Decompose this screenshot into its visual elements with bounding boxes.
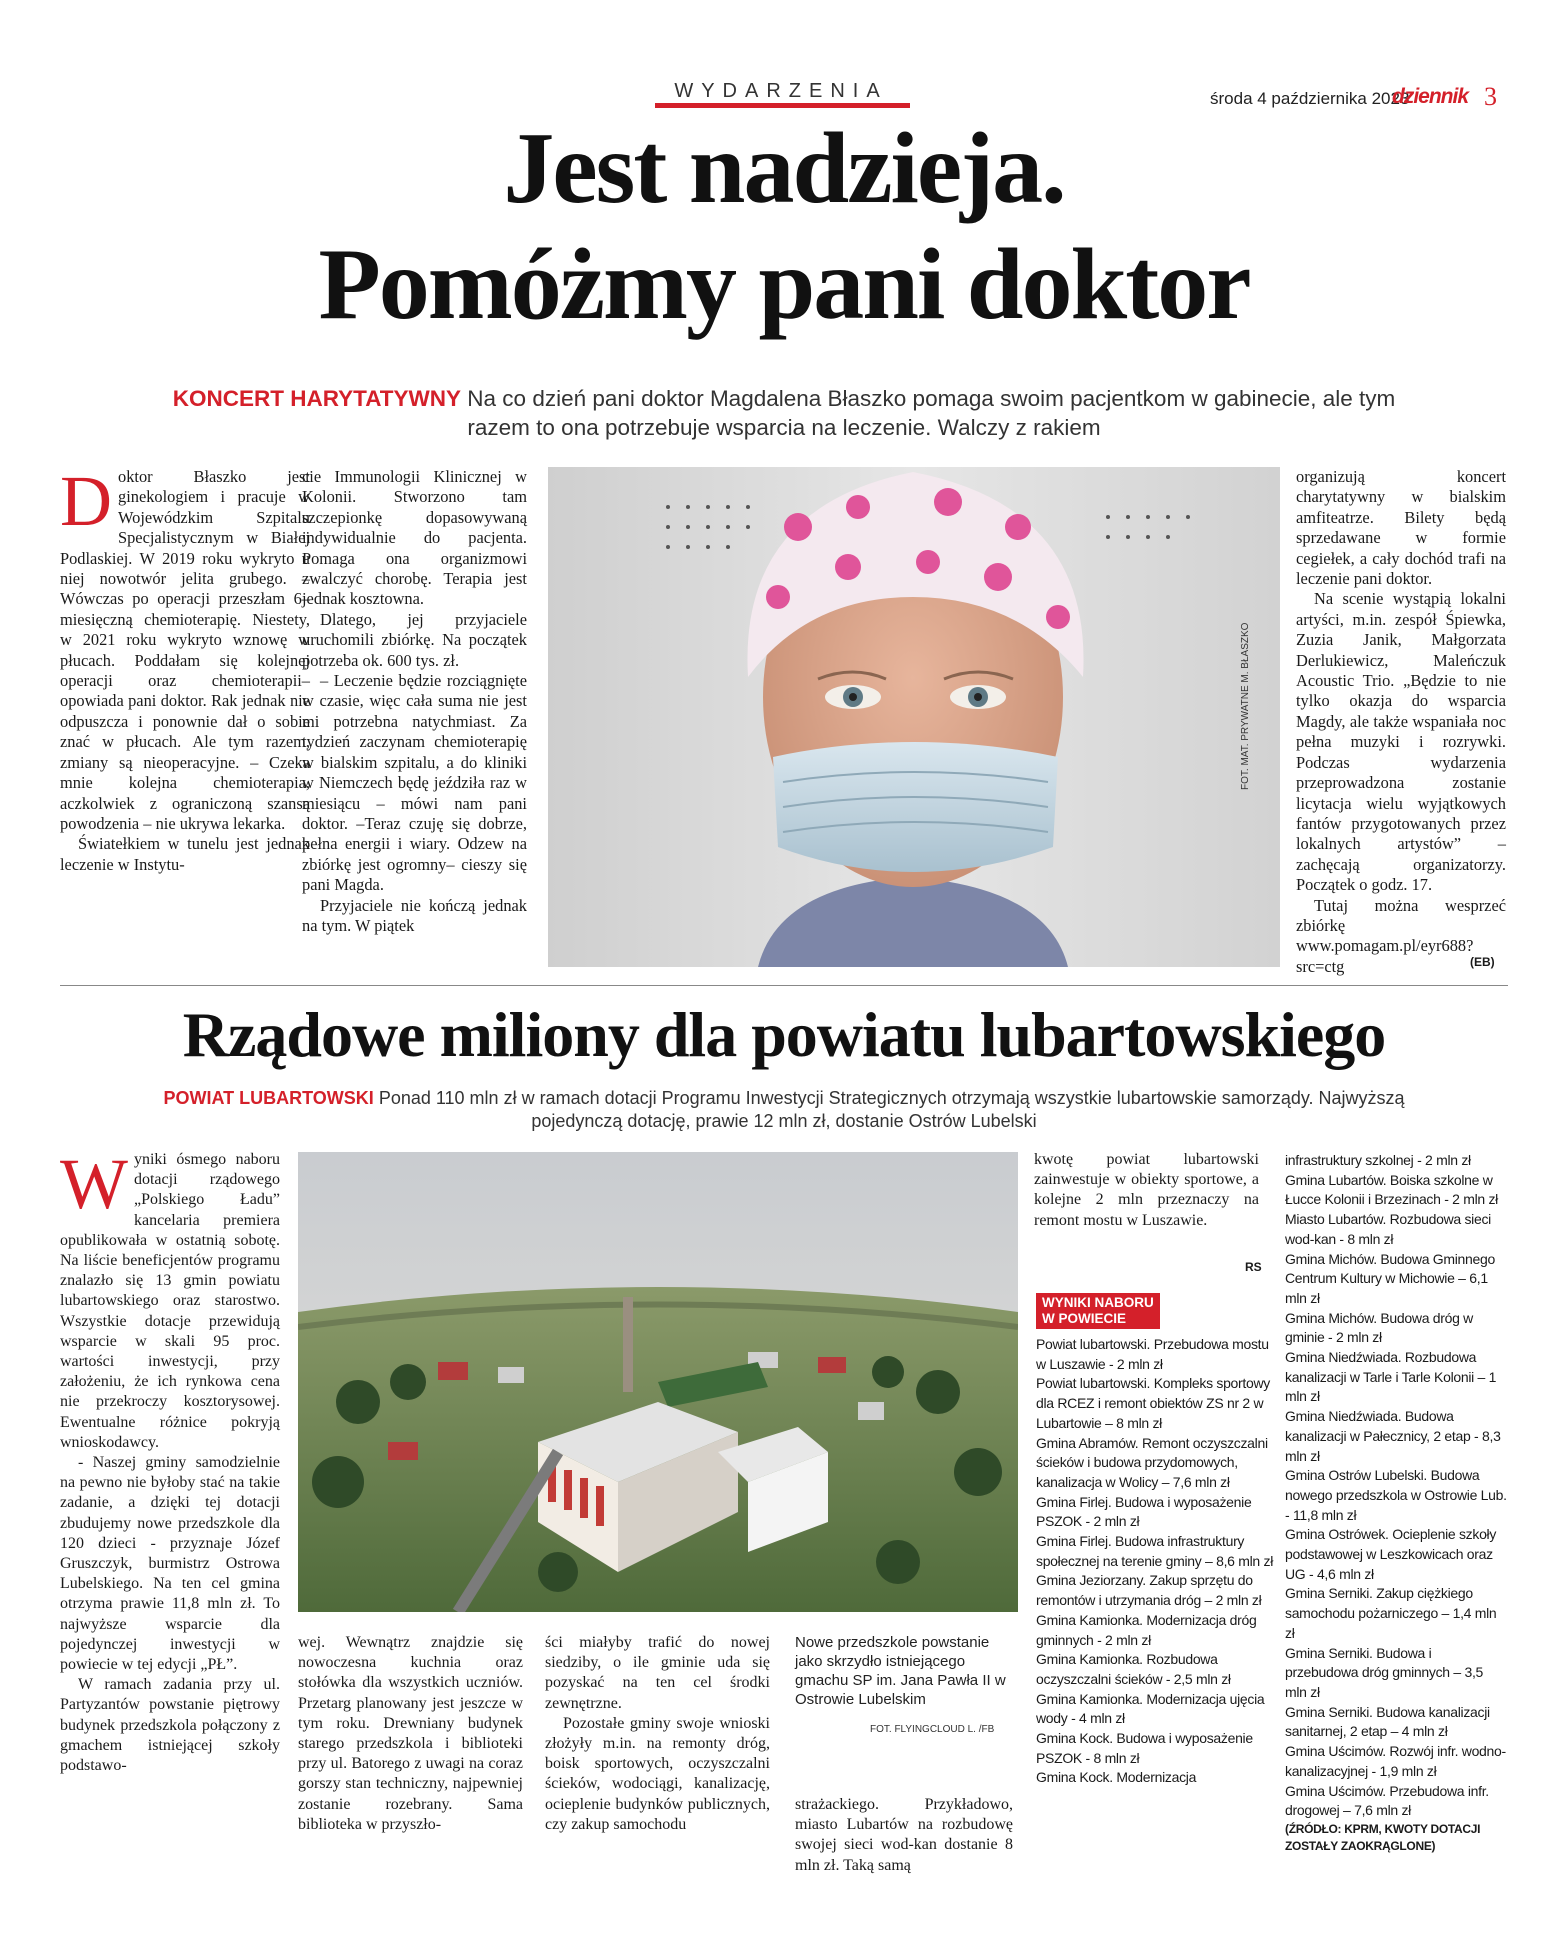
results-box-label-line2: W POWIECIE bbox=[1042, 1311, 1126, 1326]
results-item: Gmina Michów. Budowa Gminnego Centrum Kultury w Michowie – 6,1 mln zł bbox=[1285, 1250, 1495, 1306]
article1-paragraph: Światełkiem w tunelu jest jednak leczenie w Instytu- bbox=[60, 834, 310, 874]
results-item: Gmina Kock. Modernizacja bbox=[1036, 1769, 1197, 1786]
article2-column-3 bbox=[545, 1633, 770, 1835]
article1-column-1 bbox=[60, 461, 310, 875]
article2-paragraph: kwotę powiat lubartowski zainwestuje w obiekty sportowe, a kolejne 2 mln przeznaczy na remont mostu w Luszawie. bbox=[1034, 1151, 1259, 1229]
article1-paragraph: Dlatego, jej przyjaciele uruchomili zbiórkę. Na początek potrzeba ok. 600 tys. zł. bbox=[302, 609, 527, 670]
results-item: Gmina Michów. Budowa dróg w gminie - 2 mln zł bbox=[1285, 1309, 1473, 1346]
page-date: środa 4 października 2023 bbox=[1210, 89, 1410, 108]
article1-headline-line2: Pomóżmy pani doktor bbox=[318, 228, 1250, 341]
results-item: Gmina Serniki. Budowa i przebudowa dróg gminnych – 3,5 mln zł bbox=[1285, 1644, 1484, 1700]
article1-dropcap: D bbox=[60, 461, 112, 541]
article2-deck-line2: pojedynczą dotację, prawie 12 mln zł, dostanie Ostrów Lubelski bbox=[531, 1111, 1037, 1131]
results-item: Miasto Lubartów. Rozbudowa sieci wod-kan - 8 mln zł bbox=[1285, 1211, 1491, 1247]
article2-deck-line1: Ponad 110 mln zł w ramach dotacji Programu Inwestycji Strategicznych otrzymają wszystkie lubartowskie samorządy. Najwyższą bbox=[378, 1088, 1405, 1108]
results-item: Gmina Uścimów. Przebudowa infr. drogowej – 7,6 mln zł bbox=[1285, 1782, 1489, 1819]
article1-photo-credit: FOT. MAT. PRYWATNE M. BŁASZKO bbox=[1240, 622, 1251, 790]
article1-paragraph: oktor Błaszko jest ginekologiem i pracuje w Wojewódzkim Szpitalu Specjalistycznym w Białej Podlaskiej. W 2019 roku wykryto u niej nowotwór jelita grubego. – Wówczas po operacji przeszłam 6– miesięczną chemioterapię. Niestety, w 2021 roku wykryto wznowę w płucach. Poddałam się kolejnej operacji oraz chemioterapii– opowiada pani doktor. Rak jednak nie odpuszcza i ponownie dał o sobie znać w płucach. Ale tym razem, zmiany są nieoperacyjne. – Czeka mnie kolejna chemioterapia, aczkolwiek z ograniczoną szansą powodzenia – nie ukrywa lekarka. bbox=[60, 467, 310, 833]
article1-paragraph: cie Immunologii Klinicznej w Kolonii. Stworzono tam szczepionkę dopasowywaną indywidualnie do pacjenta. Pomaga ona organizmowi zwalczyć chorobę. Terapia jest jednak kosztowna. bbox=[302, 467, 527, 609]
results-list-column-1 bbox=[1036, 1335, 1281, 1788]
doctor-portrait-illustration bbox=[548, 467, 1280, 967]
results-list-column-2 bbox=[1285, 1151, 1508, 1855]
article1-deck-line1: Na co dzień pani doktor Magdalena Błaszko pomaga swoim pacjentkom w gabinecie, ale tym bbox=[467, 386, 1396, 411]
article2-photo-caption: Nowe przedszkole powstanie jako skrzydło istniejącego gmachu SP im. Jana Pawła II w Ostrowie Lubelskim bbox=[795, 1634, 1006, 1708]
article2-column-right bbox=[1034, 1150, 1259, 1231]
results-item: Powiat lubartowski. Kompleks sportowy dla RCEZ i remont obiektów ZS nr 2 w Lubartowie – 8 mln zł bbox=[1036, 1375, 1270, 1431]
article1-paragraph: organizują koncert charytatywny w bialskim amfiteatrze. Bilety będą sprzedawane w formie cegiełek, a cały dochód trafi na leczenie pani doktor. bbox=[1296, 467, 1506, 589]
article1-paragraph: Na scenie wystąpią lokalni artyści, m.in. zespół Śpiewka, Zuzia Janik, Małgorzata Derlukiewicz, Maleńczuk Acoustic Trio. „Będzie to nie tylko okazja do wsparcia Magdy, ale także wspaniała noc pełna muzyki i rozrywki. Podczas wydarzenia przeprowadzona zostanie licytacja wielu wyjątkowych fantów przygotowanych przez lokalnych artystów” – zachęcają organizatorzy. Początek o godz. 17. bbox=[1296, 589, 1506, 895]
results-source-note: (ŹRÓDŁO: KPRM, KWOTY DOTACJI ZOSTAŁY ZAOKRĄGLONE) bbox=[1285, 1821, 1481, 1853]
article1-paragraph: Przyjaciele nie kończą jednak na tym. W piątek bbox=[302, 895, 527, 935]
results-item: infrastruktury szkolnej - 2 mln zł bbox=[1285, 1152, 1471, 1168]
results-item: Gmina Uścimów. Rozwój infr. wodno-kanalizacyjnej - 1,9 mln zł bbox=[1285, 1743, 1506, 1779]
article1-column-2 bbox=[302, 467, 527, 936]
article1-byline: (EB) bbox=[1470, 955, 1495, 969]
results-box-label bbox=[1036, 1293, 1160, 1329]
article1-deck bbox=[60, 384, 1508, 442]
results-item: Gmina Abramów. Remont oczyszczalni ścieków i budowa przydomowych, kanalizacja w Wolicy – 7,6 mln zł bbox=[1036, 1434, 1268, 1490]
newspaper-logo: dziennik bbox=[1392, 85, 1469, 108]
article2-deck bbox=[60, 1087, 1508, 1133]
article2-photo-credit: FOT. FLYINGCLOUD L. /FB bbox=[870, 1724, 995, 1735]
article1-paragraph: – Leczenie będzie rozciągnięte w czasie, więc cała suma nie jest mi potrzebna natychmiast. Za tydzień zaczynam chemioterapię w bialskim szpitalu, a do kliniki w Niemczech będę jeździła raz w miesiącu – mówi nam pani doktor. –Teraz czuję się dobrze, pełna energii i wiary. Odzew na zbiórkę jest ogromny– cieszy się pani Magda. bbox=[302, 671, 527, 895]
results-item: Gmina Firlej. Budowa infrastruktury społecznej na terenie gminy – 8,6 mln zł bbox=[1036, 1533, 1274, 1569]
article2-paragraph: wej. Wewnątrz znajdzie się nowoczesna kuchnia oraz stołówka dla wszystkich uczniów. Przetarg planowany jest jeszcze w tym roku. Drewniany budynek starego przedszkola i biblioteki przy ul. Batorego z uwagi na coraz gorszy stan techniczny, najpewniej zostanie rozebrany. Sama biblioteka w przyszło- bbox=[298, 1634, 523, 1833]
article2-photo-aerial-school bbox=[298, 1152, 1018, 1612]
results-item: Gmina Firlej. Budowa i wyposażenie PSZOK - 2 mln zł bbox=[1036, 1493, 1252, 1530]
section-underline bbox=[655, 103, 910, 108]
article1-deck-line2: razem to ona potrzebuje wsparcia na leczenie. Walczy z rakiem bbox=[467, 415, 1101, 440]
article2-paragraph: Pozostałe gminy swoje wnioski złożyły m.in. na remonty dróg, boisk sportowych, oczyszczalni ścieków, wodociągi, kanalizację, ocieplenie budynków publicznych, czy zakup samochodu bbox=[545, 1714, 770, 1833]
results-box-label-line1: WYNIKI NABORU bbox=[1042, 1295, 1154, 1310]
article2-column-1 bbox=[60, 1144, 280, 1776]
aerial-town-illustration bbox=[298, 1152, 1018, 1612]
article2-paragraph: yniki ósmego naboru dotacji rządowego „Polskiego Ładu” kancelaria premiera opublikowała w ostatnią sobotę. Na liście beneficjentów programu znalazło się 13 gmin powiatu lubartowskiego oraz starostwo. Wszystkie dotacje przewidują wsparcie w skali 95 proc. wartości inwestycji, przy założeniu, że ich rynkowa cena nie przekroczy kosztorysowej. Ewentualne różnice pokryją wnioskodawcy. bbox=[60, 1151, 280, 1451]
article1-kicker: KONCERT HARYTATYWNY bbox=[172, 386, 462, 411]
results-item: Gmina Kamionka. Modernizacja ujęcia wody - 4 mln zł bbox=[1036, 1690, 1265, 1727]
article1-paragraph: Tutaj można wesprzeć zbiórkę www.pomagam.pl/eyr688?src=ctg bbox=[1296, 895, 1506, 976]
results-item: Gmina Ostrówek. Ocieplenie szkoły podstawowej w Leszkowicach oraz UG - 4,6 mln zł bbox=[1285, 1526, 1497, 1582]
article2-paragraph: W ramach zadania przy ul. Partyzantów powstanie piętrowy budynek przedszkola połączony z gmachem istniejącej szkoły podstawo- bbox=[60, 1676, 280, 1775]
article1-column-3 bbox=[1296, 467, 1506, 977]
article2-headline: Rządowe miliony dla powiatu lubartowskiego bbox=[182, 999, 1386, 1070]
article1-headline-line1: Jest nadzieja. bbox=[503, 112, 1065, 225]
article2-column-4 bbox=[795, 1795, 1013, 1876]
results-item: Gmina Kamionka. Modernizacja dróg gminnych - 2 mln zł bbox=[1036, 1611, 1257, 1648]
results-item: Gmina Niedźwiada. Rozbudowa kanalizacji w Tarle i Tarle Kolonii – 1 mln zł bbox=[1285, 1349, 1497, 1405]
article2-paragraph: strażackiego. Przykładowo, miasto Lubartów na rozbudowę swojej sieci wod-kan dostanie 8 mln zł. Taką samą bbox=[795, 1796, 1013, 1874]
results-item: Gmina Lubartów. Boiska szkolne w Łucce Kolonii i Brzezinach - 2 mln zł bbox=[1285, 1171, 1498, 1208]
page-number: 3 bbox=[1484, 82, 1497, 111]
results-item: Gmina Kamionka. Rozbudowa oczyszczalni ścieków - 2,5 mln zł bbox=[1036, 1651, 1231, 1687]
article2-paragraph: ści miałyby trafić do nowej siedziby, o ile gminie uda się pozyskać na ten cel środki zewnętrzne. bbox=[545, 1634, 770, 1712]
article2-kicker: POWIAT LUBARTOWSKI bbox=[163, 1088, 374, 1108]
article2-column-2 bbox=[298, 1633, 523, 1835]
results-item: Gmina Jeziorzany. Zakup sprzętu do remontów i utrzymania dróg – 2 mln zł bbox=[1036, 1572, 1262, 1609]
results-item: Gmina Ostrów Lubelski. Budowa nowego przedszkola w Ostrowie Lub. - 11,8 mln zł bbox=[1285, 1467, 1507, 1523]
results-item: Gmina Serniki. Budowa kanalizacji sanitarnej, 2 etap – 4 mln zł bbox=[1285, 1703, 1490, 1740]
results-item: Gmina Serniki. Zakup ciężkiego samochodu pożarniczego – 1,4 mln zł bbox=[1285, 1585, 1497, 1641]
results-item: Gmina Niedźwiada. Budowa kanalizacji w Pałecznicy, 2 etap - 8,3 mln zł bbox=[1285, 1408, 1501, 1464]
article2-paragraph: - Naszej gminy samodzielnie na pewno nie byłoby stać na takie zadanie, a dzięki tej dotacji zbudujemy nowe przedszkole dla 120 dzieci - przyznaje Józef Gruszczyk, burmistrz Ostrowa Lubelskiego. Na ten cel gmina otrzyma prawie 11,8 mln zł. To najwyższe wsparcie dla pojedynczej inwestycji w powiecie w tej edycji „PŁ”. bbox=[60, 1454, 280, 1674]
article2-dropcap: W bbox=[60, 1144, 128, 1224]
results-item: Gmina Kock. Budowa i wyposażenie PSZOK - 8 mln zł bbox=[1036, 1730, 1253, 1766]
article1-photo-doctor bbox=[548, 467, 1280, 967]
section-label: WYDARZENIA bbox=[674, 80, 888, 102]
results-item: Powiat lubartowski. Przebudowa mostu w Luszawie - 2 mln zł bbox=[1036, 1336, 1269, 1372]
article2-byline: RS bbox=[1245, 1260, 1262, 1274]
article-divider bbox=[60, 985, 1508, 986]
